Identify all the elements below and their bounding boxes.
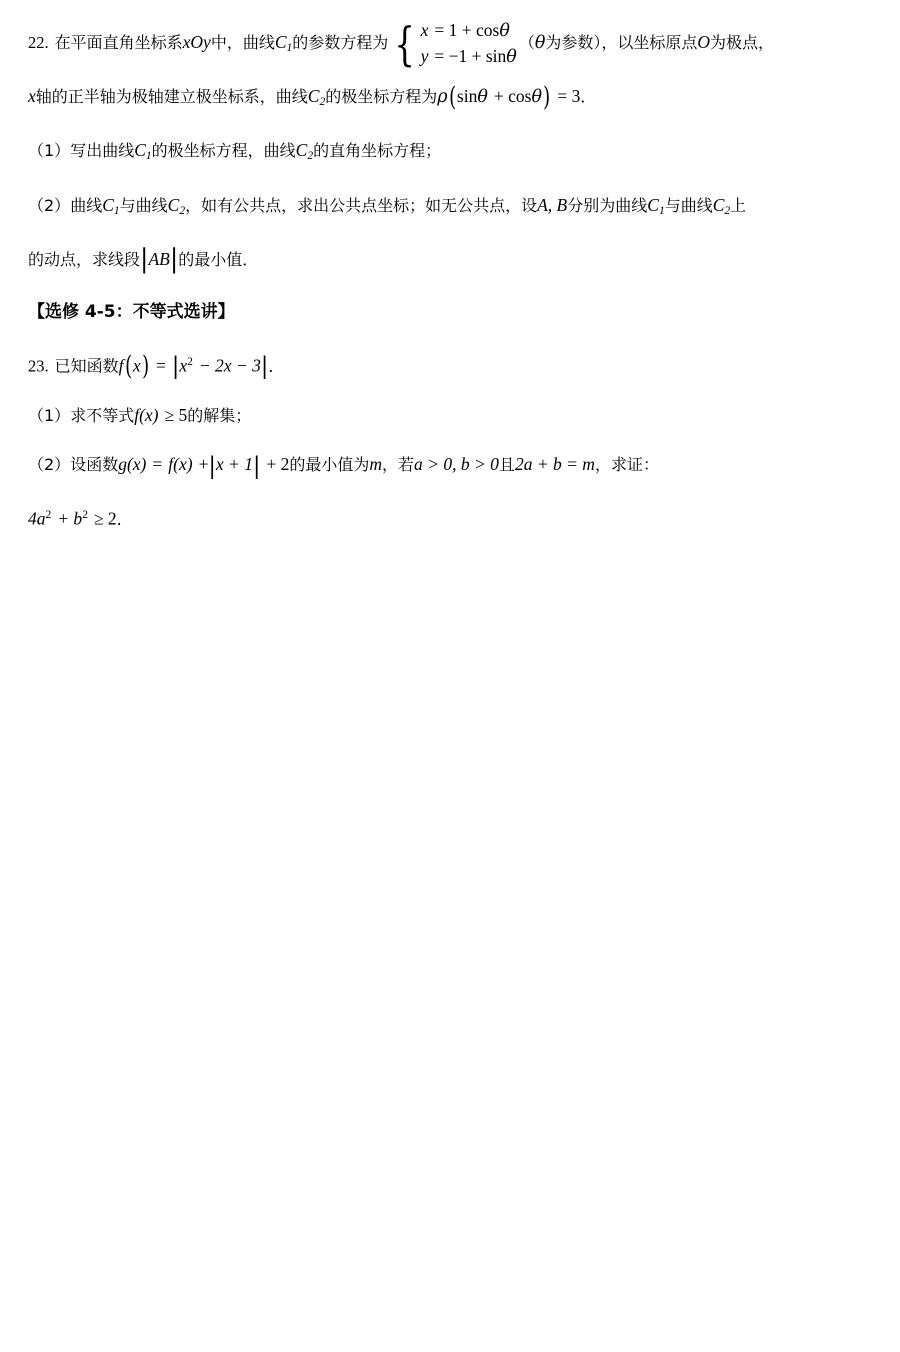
question-22-line-1: 22. 在平面直角坐标系xOy中，曲线$C_1$的参数方程为 { x = 1 + cosθ y = −1 + sinθ （θ为参数），以坐标原点O为极点， <box>28 17 775 72</box>
question-22-line-2: x轴的正半轴为极轴建立极坐标系，曲线$C_2$的极坐标方程为ρ(sinθ + cosθ) = 3． <box>28 81 597 113</box>
question-22-part-2-line-2: 的动点，求线段|AB|的最小值． <box>28 235 854 284</box>
part-label: （2） <box>28 455 71 475</box>
part-label: （2） <box>28 195 71 215</box>
question-23 <box>28 338 854 543</box>
question-23-stem: 23. 已知函数$f(x) = |x^2 - 2x - 3|$． <box>28 338 854 392</box>
question-22-part-1: （1）写出曲线$C_1$的极坐标方程，曲线$C_2$的直角坐标方程； <box>28 140 442 163</box>
question-23-part-2: （2）设函数g(x) = f(x) +|x + 1| + 2的最小值为m，若a > 0, b > 0且2a + b = m，求证： <box>28 440 854 490</box>
section-heading: 【选修 4-5：不等式选讲】 <box>28 301 235 322</box>
abs-bar-right-icon: | <box>169 243 179 275</box>
left-brace-icon: { <box>394 17 416 72</box>
document-page <box>0 0 900 543</box>
abs-bar-left-icon: | <box>140 243 149 275</box>
abs-bar-right-icon: | <box>252 452 261 480</box>
question-number: 22. <box>28 33 49 52</box>
abs-bar-left-icon: | <box>171 353 180 380</box>
part-label: （1） <box>28 141 71 161</box>
question-number: 23. <box>28 356 49 376</box>
abs-bar-right-icon: | <box>260 353 269 380</box>
part-label: （1） <box>28 406 71 426</box>
question-23-part-1: （1）求不等式f(x) ≥ 5的解集； <box>28 405 252 426</box>
abs-bar-left-icon: | <box>208 452 216 480</box>
question-22 <box>28 18 854 284</box>
parametric-equation-system: { x = 1 + cosθ y = −1 + sinθ <box>394 17 517 72</box>
question-22-part-2-line-1: （2）曲线$C_1$与曲线$C_2$，如有公共点，求出公共点坐标；如无公共点，设A, B分别为曲线$C_1$与曲线$C_2$上 <box>28 194 747 217</box>
question-23-conclusion: $4a^2 + b^2 \ge 2$． <box>28 507 133 528</box>
